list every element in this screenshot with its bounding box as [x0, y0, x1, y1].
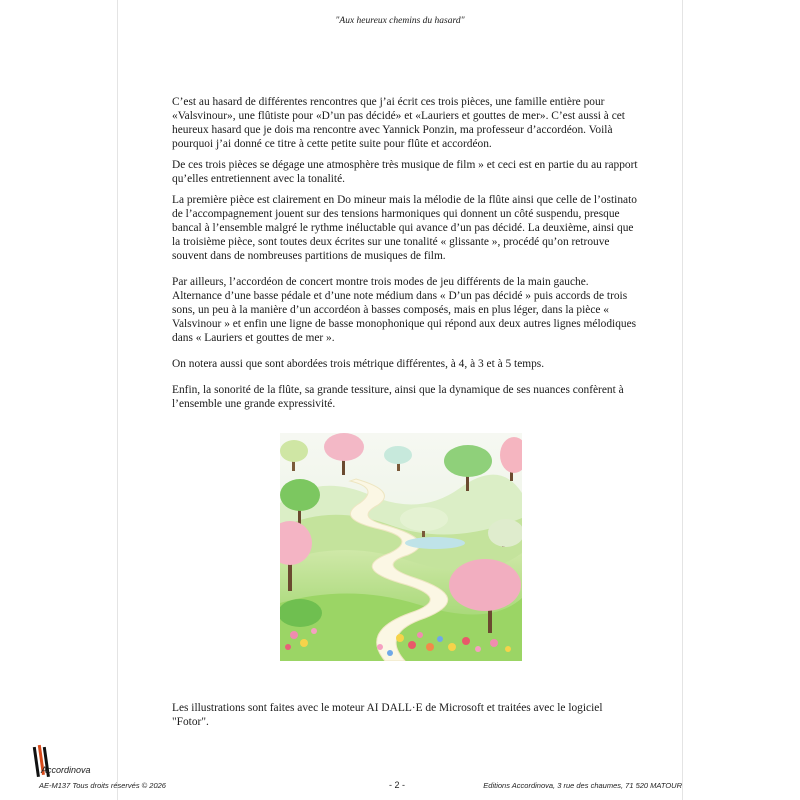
page-header: "Aux heureux chemins du hasard" — [335, 16, 465, 26]
paragraph-flute: Enfin, la sonorité de la flûte, sa grande tessiture, ainsi que la dynamique de ses nuances confèrent à l’ensemble une grande expressivité. — [172, 384, 624, 410]
footer-copyright: AE-M137 Tous droits réservés © 2026 — [39, 781, 166, 790]
accordion-icon — [22, 743, 62, 783]
body-text — [172, 95, 640, 423]
paragraph-meters: On notera aussi que sont abordées trois métrique différentes, à 4, à 3 et à 5 temps. — [172, 358, 545, 370]
accordinova-logo — [22, 743, 92, 783]
paragraph-accordion: Par ailleurs, l’accordéon de concert montre trois modes de jeu différents de la main gauche. Alternance d’une basse pédale et d’une note médium dans « D’un pas décidé » puis accords de trois sons, un peu à la manière d’un accordéon à basses composés, mais en plus léger, dans la pièce « Valsvinour » et enfin une ligne de basse monophonique qui répond aux deux autres lignes mélodiques dans « Lauriers et gouttes de mer ». — [172, 276, 637, 344]
page-number: - 2 - — [389, 780, 406, 790]
paragraph-atmosphere: De ces trois pièces se dégage une atmosphère très musique de film » et ceci est en partie du au rapport qu’elles entretiennent avec la tonalité. — [172, 159, 638, 185]
illustration-caption: Les illustrations sont faites avec le moteur AI DALL·E de Microsoft et traitées avec le logiciel "Fotor". — [172, 702, 603, 728]
logo-wordmark: Accordinova — [41, 765, 91, 775]
document-page — [117, 0, 683, 800]
paragraph-first-piece: La première pièce est clairement en Do mineur mais la mélodie de la flûte ainsi que celle de l’ostinato de l’accompagnement jouent sur des tensions harmoniques qui donnent un côté suspendu, presque bancal à l’ensemble malgré le rythme inéluctable qui avance d’un pas décidé. La deuxième, ainsi que la troisième pièce, sont toutes deux écrites sur une tonalité « glissante », procédé qu’on retrouve souvent dans de nombreuses partitions de musiques de film. — [172, 194, 637, 262]
spring-landscape-illustration — [280, 433, 522, 661]
paragraph-intro: C’est au hasard de différentes rencontres que j’ai écrit ces trois pièces, une famille entière pour «Valsvinour», une flûtiste pour «D’un pas décidé» et «Lauriers et gouttes de mer». C’est aussi à cet heureux hasard que je dois ma rencontre avec Yannick Ponzin, ma professeur d’accordéon. Voilà pourquoi j’ai donné ce titre à cette petite suite pour flûte et accordéon. — [172, 96, 625, 150]
footer-publisher-address: Editions Accordinova, 3 rue des chaumes, 71 520 MATOUR — [483, 781, 682, 790]
